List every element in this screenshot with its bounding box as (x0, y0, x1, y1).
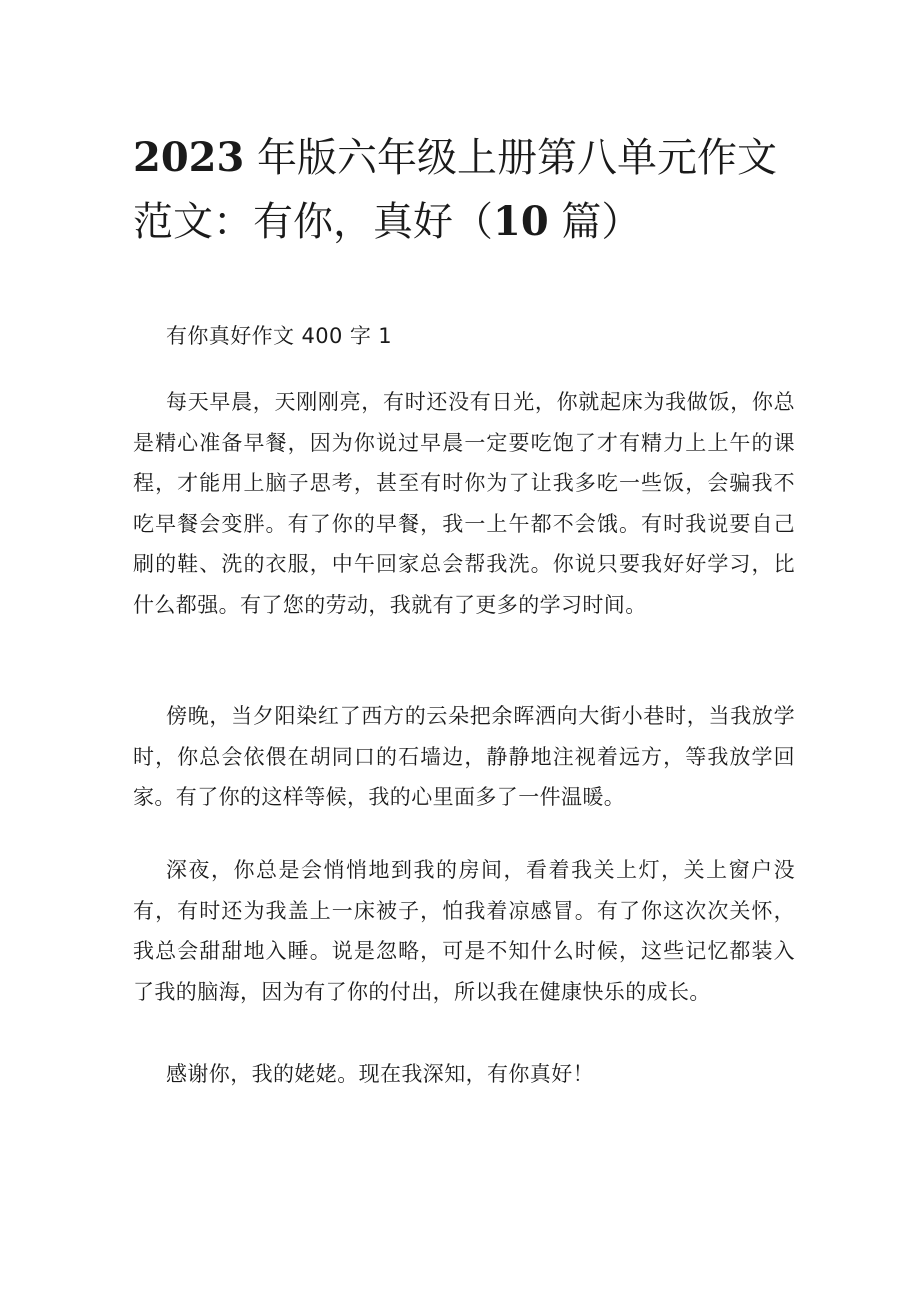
paragraph-1: 每天早晨，天刚刚亮，有时还没有日光，你就起床为我做饭，你总是精心准备早餐，因为你说过早晨一定要吃饱了才有精力上上午的课程，才能用上脑子思考，甚至有时你为了让我多吃一些饭，会骗我不吃早餐会变胖。有了你的早餐，我一上午都不会饿。有时我说要自己刷的鞋、洗的衣服，中午回家总会帮我洗。你说只要我好好学习，比什么都强。有了您的劳动，我就有了更多的学习时间。 (133, 390, 795, 617)
title-line2-text-b: 篇） (548, 199, 642, 245)
paragraph-2: 傍晚，当夕阳染红了西方的云朵把余晖洒向大街小巷时，当我放学时，你总会依偎在胡同口的石墙边，静静地注视着远方，等我放学回家。有了你的这样等候，我的心里面多了一件温暖。 (133, 704, 795, 809)
paragraph-4: 感谢你，我的姥姥。现在我深知，有你真好！ (166, 1062, 594, 1086)
title-count: 10 (493, 198, 549, 245)
document-title (133, 126, 813, 254)
essay-subtitle: 有你真好作文 400 字 1 (166, 324, 393, 348)
title-line1-text: 年版六年级上册第八单元作文 (244, 135, 778, 181)
title-year: 2023 (133, 134, 245, 181)
paragraph-3: 深夜，你总是会悄悄地到我的房间，看着我关上灯，关上窗户没有，有时还为我盖上一床被子，怕我着凉感冒。有了你这次次关怀，我总会甜甜地入睡。说是忽略，可是不知什么时候，这些记忆都装入了我的脑海，因为有了你的付出，所以我在健康快乐的成长。 (133, 858, 795, 1004)
title-line2-text-a: 范文：有你，真好（ (133, 199, 493, 245)
